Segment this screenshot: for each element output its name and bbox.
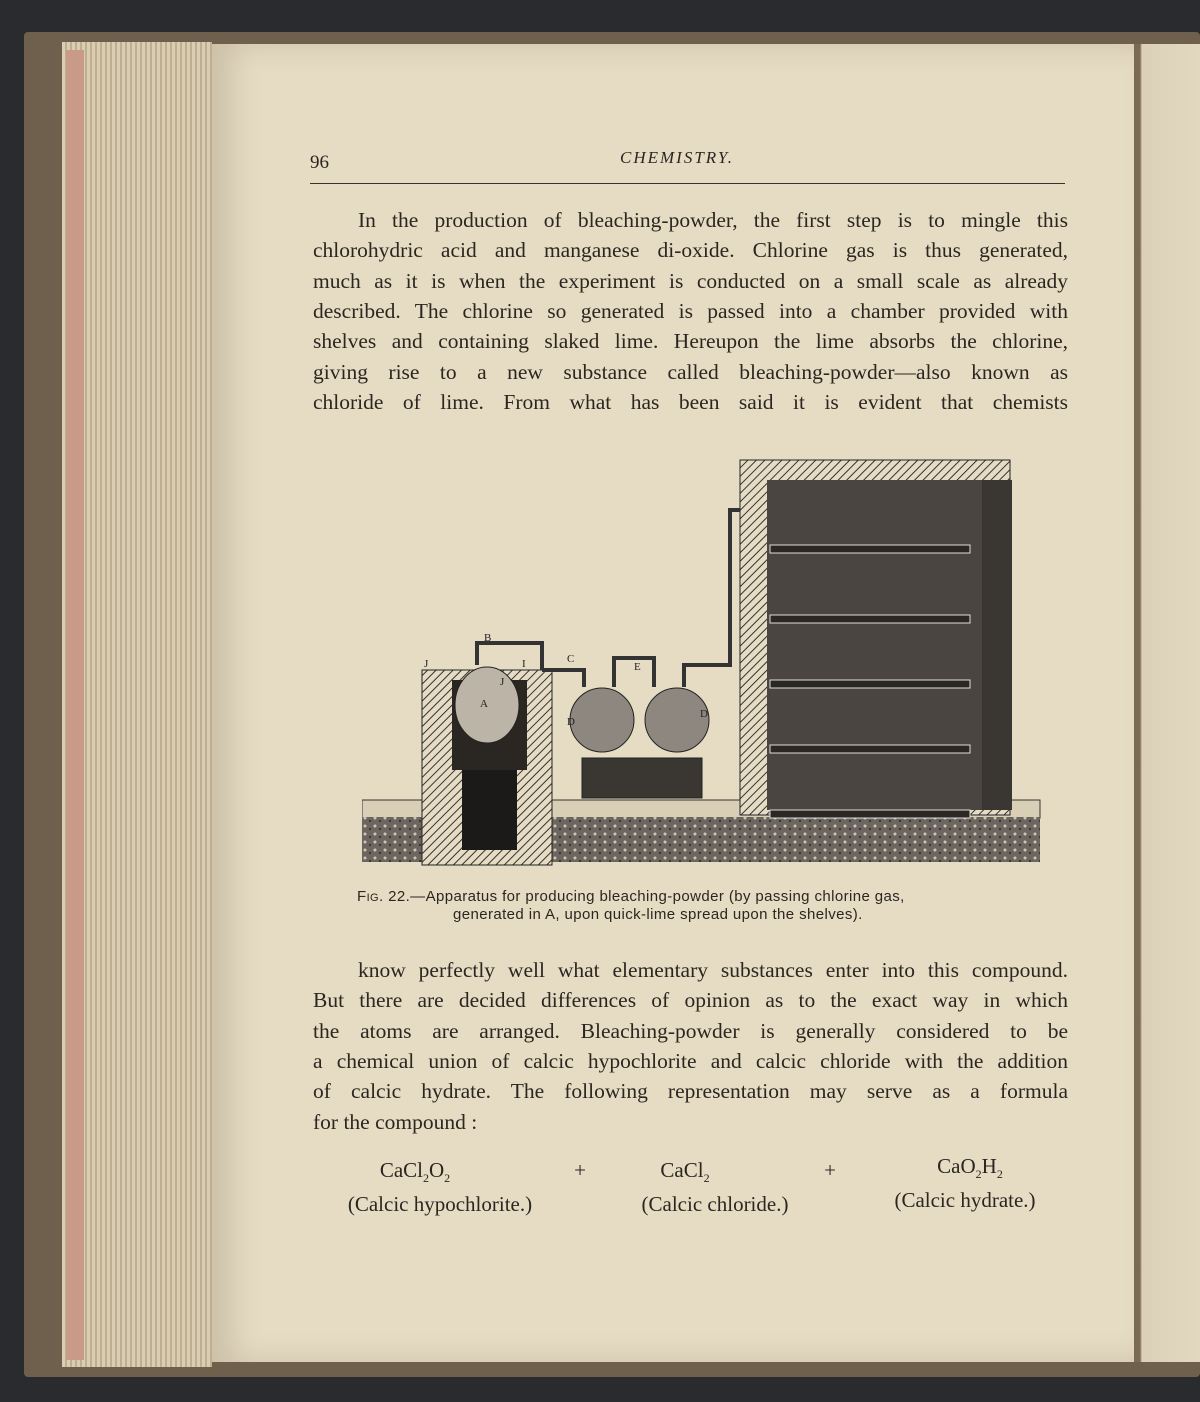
text-line: a chemical union of calcic hypochlorite and calcic chloride with the addition xyxy=(313,1048,1068,1073)
formula-hydrate: $CaO_2H_2$ xyxy=(937,1154,1003,1182)
formula-hypochlorite: $CaCl_2O_2$ xyxy=(379,1158,451,1186)
figure-label: J xyxy=(424,658,429,670)
text-line: In the production of bleaching-powder, the first step is to mingle this xyxy=(358,208,1068,232)
facing-page xyxy=(1134,44,1200,1362)
figure-label: E xyxy=(634,661,641,673)
text-line: for the compound : xyxy=(313,1109,478,1134)
plus-sign-1: + xyxy=(574,1158,586,1182)
figure-label: J xyxy=(500,676,505,688)
formula-chloride: CaCl$_2$ xyxy=(660,1158,710,1186)
text-line: giving rise to a new substance called bleaching-powder—also known as xyxy=(313,359,1068,384)
name-chloride: (Calcic chloride.) xyxy=(641,1192,789,1216)
name-hypochlorite: (Calcic hypochlorite.) xyxy=(347,1192,533,1216)
text-line: of calcic hydrate. The following representation may serve as a formula xyxy=(313,1079,1068,1104)
header-rule xyxy=(310,183,1065,184)
figure-label: D xyxy=(567,716,575,728)
page-number: 96 xyxy=(310,152,329,173)
page-edge-stain xyxy=(66,50,84,1360)
text-line: described. The chlorine so generated is passed into a chamber provided with xyxy=(313,298,1068,323)
figure-number: Fig. 22. xyxy=(357,888,411,905)
figure-caption-line-2: generated in A, upon quick-lime spread upon the shelves). xyxy=(453,906,863,923)
text-line: the atoms are arranged. Bleaching-powder is generally considered to be xyxy=(313,1018,1068,1043)
figure-label: I xyxy=(522,658,526,670)
figure-caption-line-1: Fig. 22.—Apparatus for producing bleaching-powder (by passing chlorine gas, xyxy=(357,888,905,905)
page-edges xyxy=(62,42,212,1367)
figure-apparatus xyxy=(362,455,1042,875)
text-line: chloride of lime. From what has been said it is evident that chemists xyxy=(313,389,1068,414)
text-line: shelves and containing slaked lime. Hereupon the lime absorbs the chlorine, xyxy=(313,329,1068,354)
figure-label: C xyxy=(567,653,575,665)
text-line: much as it is when the experiment is conducted on a small scale as already xyxy=(313,268,1068,293)
text-line: But there are decided differences of opinion as to the exact way in which xyxy=(313,988,1068,1013)
figure-label: D xyxy=(700,708,708,720)
figure-label: B xyxy=(484,632,492,644)
figure-label: A xyxy=(480,698,488,710)
text-line: chlorohydric acid and manganese di-oxide. Chlorine gas is thus generated, xyxy=(313,238,1068,263)
text-line: know perfectly well what elementary substances enter into this compound. xyxy=(358,958,1068,982)
name-hydrate: (Calcic hydrate.) xyxy=(894,1188,1036,1212)
running-head: CHEMISTRY. xyxy=(620,148,734,167)
plus-sign-2: + xyxy=(824,1158,836,1182)
